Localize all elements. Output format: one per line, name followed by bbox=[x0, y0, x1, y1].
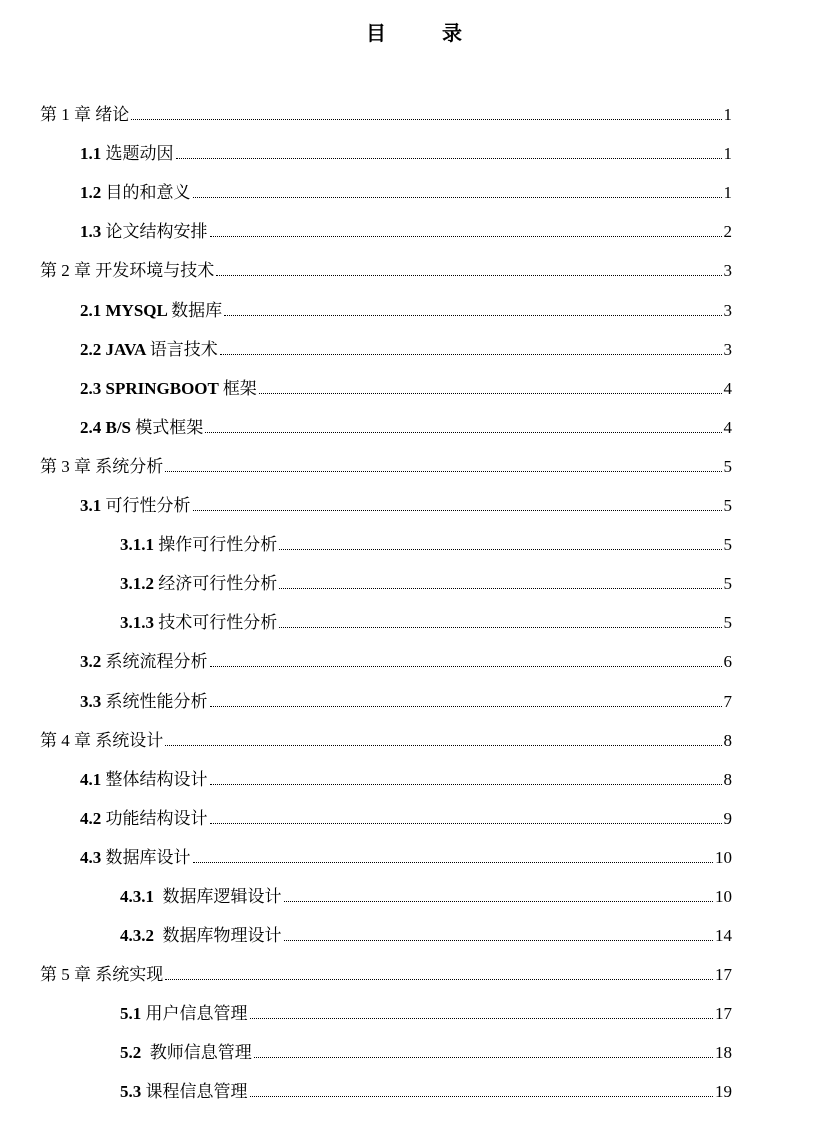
toc-dot-leader bbox=[210, 823, 722, 824]
toc-entry-title: 整体结构设计 bbox=[105, 769, 208, 790]
toc-dot-leader bbox=[193, 510, 722, 511]
toc-entry-number: 1.1 bbox=[80, 144, 106, 164]
toc-dot-leader bbox=[284, 901, 714, 902]
toc-entry[interactable] bbox=[0, 438, 828, 477]
toc-entry-title: 系统设计 bbox=[95, 730, 164, 751]
toc-entry-number: 4.2 bbox=[80, 808, 106, 828]
toc-entry-page: 3 bbox=[723, 339, 732, 359]
toc-entry-title: 框架 bbox=[222, 378, 257, 399]
toc-entry-page: 3 bbox=[723, 261, 732, 281]
toc-entry-title: 用户信息管理 bbox=[145, 1004, 248, 1025]
toc-entry-page: 1 bbox=[723, 183, 732, 203]
toc-entry-title: 经济可行性分析 bbox=[158, 574, 278, 595]
toc-entry-page: 18 bbox=[715, 1043, 732, 1063]
toc-entry-page: 2 bbox=[723, 222, 732, 242]
toc-entry-number: 3.1.2 bbox=[120, 574, 159, 594]
toc-entry[interactable] bbox=[0, 985, 828, 1024]
toc-entry-title: 论文结构安排 bbox=[105, 222, 208, 243]
toc-dot-leader bbox=[210, 666, 722, 667]
toc-entry-title: 系统性能分析 bbox=[105, 691, 208, 712]
toc-dot-leader bbox=[165, 471, 721, 472]
toc-entry-number: 3.2 bbox=[80, 652, 106, 672]
toc-entry-title: 可行性分析 bbox=[105, 496, 191, 517]
toc-entry-page: 5 bbox=[723, 574, 732, 594]
toc-entry-number: 3.1.3 bbox=[120, 613, 159, 633]
toc-dot-leader bbox=[210, 784, 722, 785]
toc-entry[interactable] bbox=[0, 868, 828, 907]
toc-dot-leader bbox=[193, 197, 722, 198]
toc-entry-page: 8 bbox=[723, 769, 732, 789]
toc-entry-page: 5 bbox=[723, 496, 732, 516]
toc-entry[interactable] bbox=[0, 829, 828, 868]
toc-entry[interactable] bbox=[0, 321, 828, 360]
toc-entry-number: 4.3 bbox=[80, 847, 106, 867]
toc-dot-leader bbox=[165, 745, 721, 746]
toc-entry-page: 5 bbox=[723, 535, 732, 555]
toc-dot-leader bbox=[220, 354, 722, 355]
toc-entry-title: 操作可行性分析 bbox=[158, 535, 278, 556]
toc-entry-number: 2.4 B/S bbox=[80, 417, 136, 437]
toc-entry-number: 4.3.1 bbox=[120, 886, 163, 906]
toc-entry-title: 功能结构设计 bbox=[105, 808, 208, 829]
toc-entry-number: 5.1 bbox=[120, 1004, 146, 1024]
toc-entry[interactable] bbox=[0, 242, 828, 281]
toc-entry[interactable] bbox=[0, 399, 828, 438]
toc-entry-number: 第 1 章 bbox=[40, 105, 96, 125]
toc-entry-title: 语言技术 bbox=[149, 339, 218, 360]
toc-dot-leader bbox=[165, 979, 713, 980]
toc-entry-title: 课程信息管理 bbox=[145, 1082, 248, 1103]
toc-entry[interactable] bbox=[0, 1063, 828, 1102]
toc-entry[interactable] bbox=[0, 751, 828, 790]
toc-entry-page: 8 bbox=[723, 730, 732, 750]
toc-entry-number: 5.3 bbox=[120, 1082, 146, 1102]
toc-dot-leader bbox=[210, 236, 722, 237]
toc-entry-page: 5 bbox=[723, 613, 732, 633]
toc-entry[interactable] bbox=[0, 203, 828, 242]
toc-entry[interactable] bbox=[0, 477, 828, 516]
toc-entry-number: 3.3 bbox=[80, 691, 106, 711]
toc-entry-number: 第 3 章 bbox=[40, 456, 96, 476]
toc-entry[interactable] bbox=[0, 360, 828, 399]
toc-entry-page: 17 bbox=[715, 965, 732, 985]
toc-entry-title: 数据库设计 bbox=[105, 847, 191, 868]
toc-entry-page: 14 bbox=[715, 926, 732, 946]
toc-entry[interactable] bbox=[0, 281, 828, 320]
toc-entry-page: 17 bbox=[715, 1004, 732, 1024]
toc-entry-number: 1.2 bbox=[80, 183, 106, 203]
toc-entry[interactable] bbox=[0, 86, 828, 125]
toc-entry-page: 3 bbox=[723, 300, 732, 320]
toc-entry-title: 模式框架 bbox=[135, 417, 204, 438]
toc-entry[interactable] bbox=[0, 946, 828, 985]
toc-entry-title: 数据库 bbox=[171, 300, 223, 321]
toc-entry-page: 1 bbox=[723, 105, 732, 125]
toc-entry-title: 开发环境与技术 bbox=[95, 261, 215, 282]
toc-entry-number: 4.1 bbox=[80, 769, 106, 789]
toc-dot-leader bbox=[250, 1096, 714, 1097]
toc-entry-page: 6 bbox=[723, 652, 732, 672]
toc-entry[interactable] bbox=[0, 516, 828, 555]
toc-entry-number: 2.1 MYSQL bbox=[80, 300, 172, 320]
toc-dot-leader bbox=[210, 706, 722, 707]
toc-entry-number: 3.1 bbox=[80, 496, 106, 516]
toc-entry[interactable] bbox=[0, 907, 828, 946]
toc-dot-leader bbox=[205, 432, 721, 433]
toc-entry-page: 5 bbox=[723, 456, 732, 476]
toc-entry[interactable] bbox=[0, 1024, 828, 1063]
toc-entry-number: 1.3 bbox=[80, 222, 106, 242]
toc-dot-leader bbox=[176, 158, 722, 159]
toc-entry-number: 第 2 章 bbox=[40, 261, 96, 281]
toc-dot-leader bbox=[279, 627, 721, 628]
toc-dot-leader bbox=[250, 1018, 714, 1019]
toc-entry[interactable] bbox=[0, 594, 828, 633]
toc-dot-leader bbox=[224, 315, 721, 316]
toc-entry-page: 10 bbox=[715, 847, 732, 867]
toc-dot-leader bbox=[279, 588, 721, 589]
toc-entry-page: 4 bbox=[723, 378, 732, 398]
page-title: 目 录 bbox=[366, 21, 480, 45]
toc-entry-title: 选题动因 bbox=[105, 144, 174, 165]
toc-entry-title: 数据库逻辑设计 bbox=[162, 886, 282, 907]
toc-entry-title: 系统实现 bbox=[95, 965, 164, 986]
toc-entry-number: 2.3 SPRINGBOOT bbox=[80, 378, 223, 398]
toc-dot-leader bbox=[131, 119, 721, 120]
toc-entry-page: 10 bbox=[715, 886, 732, 906]
toc-entry[interactable] bbox=[0, 555, 828, 594]
toc-entry-title: 系统流程分析 bbox=[105, 652, 208, 673]
toc-entry-title: 绪论 bbox=[95, 105, 130, 126]
toc-entry-number: 5.2 bbox=[120, 1043, 150, 1063]
toc-entry-number: 第 4 章 bbox=[40, 730, 96, 750]
toc-entry[interactable] bbox=[0, 712, 828, 751]
toc-entry-title: 目的和意义 bbox=[105, 183, 191, 204]
toc-entry-page: 9 bbox=[723, 808, 732, 828]
toc-entry-page: 7 bbox=[723, 691, 732, 711]
toc-dot-leader bbox=[259, 393, 722, 394]
toc-dot-leader bbox=[279, 549, 721, 550]
toc-dot-leader bbox=[193, 862, 714, 863]
toc-entry-title: 技术可行性分析 bbox=[158, 613, 278, 634]
toc-dot-leader bbox=[284, 940, 714, 941]
toc-entry-number: 4.3.2 bbox=[120, 926, 163, 946]
toc-entry[interactable] bbox=[0, 164, 828, 203]
toc-entry-number: 2.2 JAVA bbox=[80, 339, 150, 359]
toc-entry-page: 4 bbox=[723, 417, 732, 437]
toc-entry[interactable] bbox=[0, 633, 828, 672]
toc-entry-title: 数据库物理设计 bbox=[162, 926, 282, 947]
toc-entry[interactable] bbox=[0, 125, 828, 164]
toc-entry-page: 19 bbox=[715, 1082, 732, 1102]
toc-entry-page: 1 bbox=[723, 144, 732, 164]
toc-dot-leader bbox=[216, 275, 721, 276]
toc-entry-number: 第 5 章 bbox=[40, 965, 96, 985]
toc-dot-leader bbox=[254, 1057, 713, 1058]
toc-entry-title: 系统分析 bbox=[95, 456, 164, 477]
toc-entry[interactable] bbox=[0, 790, 828, 829]
toc-entry-title: 教师信息管理 bbox=[149, 1043, 252, 1064]
toc-entry-number: 3.1.1 bbox=[120, 535, 159, 555]
table-of-contents bbox=[0, 86, 828, 1102]
toc-entry[interactable] bbox=[0, 672, 828, 711]
